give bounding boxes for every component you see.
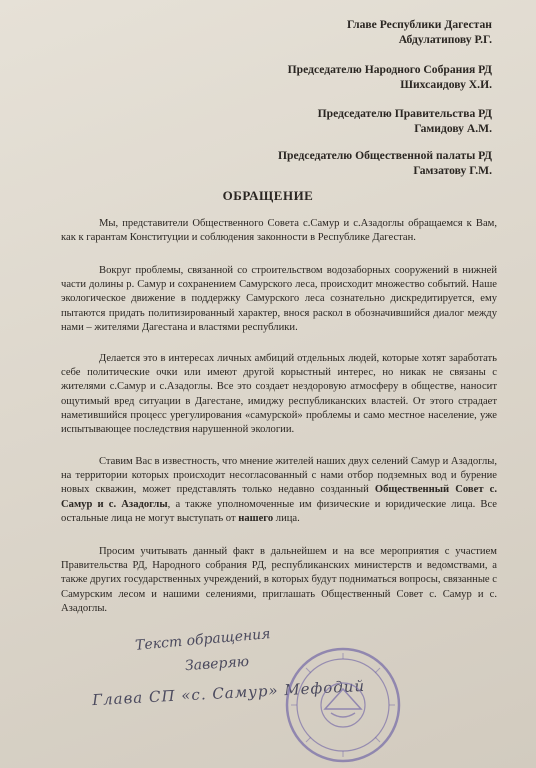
- addressee-title: Главе Республики Дагестан: [347, 18, 492, 31]
- document-title: ОБРАЩЕНИЕ: [222, 188, 314, 203]
- paragraph-notice: [61, 455, 497, 526]
- addressee-head-of-republic: [347, 17, 492, 47]
- council-name: Общественный Совет с. Самур и с. Азадоглы: [61, 484, 497, 510]
- addressee-government: [318, 106, 492, 136]
- handwritten-signature: Глава СП «с. Самур» Мефодий: [91, 676, 366, 710]
- paragraph-text: Просим учитывать данный факт в дальнейшем и на все мероприятия с участием Правительства РД, Народного собрания РД, республиканских министерств и ведомствами, а также других государственных учреждений, в которых будут подниматься вопросы, связанные с Самурским лесом и нашими селениями, приглашать Общественный Совет с. Самур и с. Азадоглы.: [61, 546, 497, 614]
- addressee-name: Гамзатову Г.М.: [413, 164, 492, 177]
- paragraph-intro: [61, 217, 497, 245]
- addressee-title: Председателю Правительства РД: [317, 107, 492, 120]
- addressee-title: Председателю Общественной палаты РД: [278, 149, 492, 162]
- paragraph-text: Мы, представители Общественного Совета с.Самур и с.Азадоглы обращаемся к Вам, как к гарантам Конституции и соблюдения законности в Республике Дагестан.: [61, 218, 497, 244]
- text-run: лица.: [273, 512, 300, 524]
- paragraph-text: Делается это в интересах личных амбиций отдельных людей, которые хотят заработать себе политические очки или имеют другой корыстный интерес, но никак не связаны с жителями с.Самур и с.Азадоглы. Все это создает нездоровую атмосферу в обществе, наносит ощутимый вред ситуации в Дагестане, имиджу республиканских властей. От этого страдает наметившийся процесс урегулирования «самурской» проблемы и само местное население, уже испытывающее последствия нарушенной экологии.: [61, 353, 497, 436]
- paragraph-text: [61, 455, 497, 526]
- paragraph-interests: [61, 352, 497, 437]
- addressee-name: Абдулатипову Р.Г.: [398, 33, 492, 46]
- addressee-public-chamber: [278, 148, 492, 178]
- handwritten-note-line2: Заверяю: [184, 653, 250, 675]
- official-seal-icon: [283, 645, 403, 765]
- handwritten-note-line1: Текст обращения: [134, 626, 272, 654]
- addressee-people-assembly: [288, 62, 492, 92]
- text-run: Ставим Вас в известность, что мнение жителей наших двух селений Самур и Азадоглы, на территории которых происходит несогласованный с нами отбор подземных вод и бурение новых скважин, может представлять только недавно созданный: [61, 456, 497, 496]
- addressee-name: Гамидову А.М.: [414, 122, 492, 135]
- addressee-title: Председателю Народного Собрания РД: [287, 63, 492, 76]
- paragraph-text: Вокруг проблемы, связанной со строительством водозаборных сооружений в нижней части долины р. Самур и сохранением Самурского леса, происходит множество событий. Наше экологическое движение в поддержку Самурского леса сознательно дискредитируется, ему пытаются придать политизированный характер, внося раскол в обозначившийся диалог между нами – жителями Дагестана и властями республики.: [61, 265, 497, 333]
- emphasis-our: нашего: [238, 512, 274, 524]
- paragraph-problem: [61, 264, 497, 335]
- text-run: , а также уполномоченные им физические и юридические лица. Все остальные лица не могут выступать от: [61, 498, 497, 524]
- paragraph-request: [61, 545, 497, 616]
- addressee-name: Шихсаидову Х.И.: [400, 78, 492, 91]
